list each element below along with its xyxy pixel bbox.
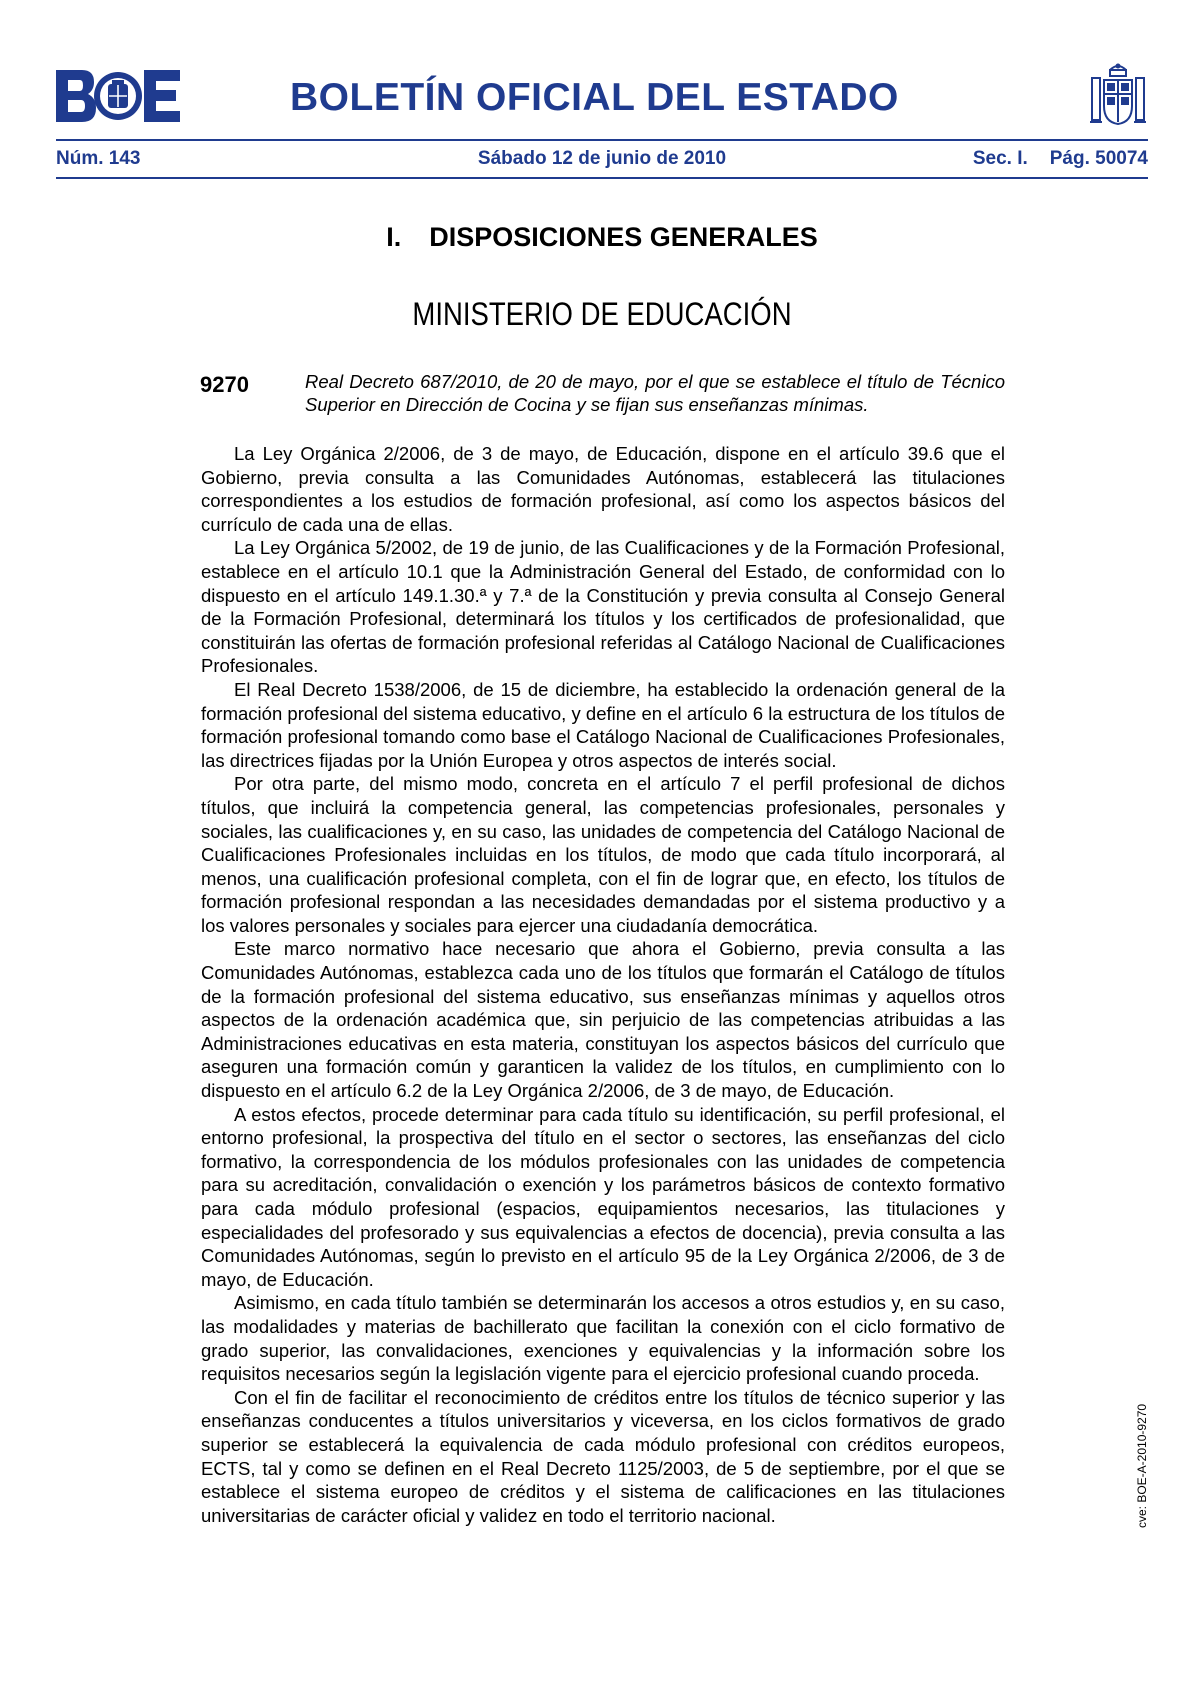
paragraph: A estos efectos, procede determinar para cada título su identificación, su perfil profesional, el entorno profesional, la prospectiva del título en el sector o sectores, las enseñanzas del ciclo formativo, la correspondencia de los módulos profesionales con las unidades de competencia para su acreditación, convalidación o exención y los parámetros básicos de contexto formativo para cada módulo profesional (espacios, equipamientos necesarios, las titulaciones y especialidades del profesorado y sus equivalencias a efectos de docencia), previa consulta a las Comunidades Autónomas, según lo previsto en el artículo 95 de la Ley Orgánica 2/2006, de 3 de mayo, de Educación.	[201, 1103, 1005, 1290]
issue-number: Núm. 143	[56, 148, 141, 169]
section-title: DISPOSICIONES GENERALES	[429, 222, 818, 252]
header-rule-top	[56, 139, 1148, 141]
paragraph: Asimismo, en cada título también se determinarán los accesos a otros estudios y, en su caso, las modalidades y materias de bachillerato que facilitan la conexión con el ciclo formativo de grado superior, las convalidaciones, exenciones y equivalencias y la información sobre los requisitos necesarios según la legislación vigente para el ejercicio profesional cuando proceda.	[201, 1292, 1005, 1385]
boe-logo-icon	[56, 70, 180, 122]
section-heading	[0, 222, 1200, 253]
section-numeral: I.	[386, 222, 402, 252]
paragraph: El Real Decreto 1538/2006, de 15 de diciembre, ha establecido la ordenación general de la formación profesional del sistema educativo, y define en el artículo 6 la estructura de los títulos de formación profesional tomando como base el Catálogo Nacional de Cualificaciones Profesionales, las directrices fijadas por la Unión Europea y otros aspectos de interés social.	[201, 678, 1005, 771]
paragraph: La Ley Orgánica 5/2002, de 19 de junio, de las Cualificaciones y de la Formación Profesional, establece en el artículo 10.1 que la Administración General del Estado, de conformidad con lo dispuesto en el artículo 149.1.30.ª y 7.ª de la Constitución y previa consulta al Consejo General de la Formación Profesional, determinará los títulos y los certificados de profesionalidad, que constituirán las ofertas de formación profesional referidas al Catálogo Nacional de Cualificaciones Profesionales.	[201, 537, 1005, 677]
paragraph: Por otra parte, del mismo modo, concreta en el artículo 7 el perfil profesional de dichos títulos, que incluirá la competencia general, las competencias profesionales, personales y sociales, las cualificaciones y, en su caso, las unidades de competencia del Catálogo Nacional de Cualificaciones Profesionales incluidas en los títulos, de modo que cada título incorporará, al menos, una cualificación profesional completa, con el fin de lograr que, en efecto, los títulos de formación profesional respondan a las necesidades demandadas por el sistema productivo y a los valores personales y sociales para ejercer una ciudadanía democrática.	[201, 773, 1005, 936]
paragraph: La Ley Orgánica 2/2006, de 3 de mayo, de Educación, dispone en el artículo 39.6 que el Gobierno, previa consulta a las Comunidades Autónomas, establecerá las titulaciones correspondientes a los estudios de formación profesional, así como los aspectos básicos del currículo de cada una de ellas.	[201, 443, 1005, 535]
section-label: Sec. I.	[972, 148, 1028, 169]
masthead-title: BOLETÍN OFICIAL DEL ESTADO	[290, 76, 899, 119]
coat-of-arms-icon	[1086, 62, 1150, 130]
section-page	[973, 148, 1148, 170]
cve-code: cve: BOE-A-2010-9270	[1135, 1403, 1149, 1528]
document-body	[201, 442, 1005, 1527]
issue-date: Sábado 12 de junio de 2010	[477, 148, 727, 169]
header-rule-bottom	[56, 177, 1148, 179]
disposition-number: 9270	[200, 372, 249, 397]
disposition-title: Real Decreto 687/2010, de 20 de mayo, por el que se establece el título de Técnico Superior en Dirección de Cocina y se fijan sus enseñanzas mínimas.	[305, 371, 1005, 415]
page-number: Pág. 50074	[1049, 148, 1148, 169]
ministry-heading: MINISTERIO DE EDUCACIÓN	[412, 296, 792, 332]
paragraph: Con el fin de facilitar el reconocimiento de créditos entre los títulos de técnico superior y las enseñanzas conducentes a títulos universitarios y viceversa, en los ciclos formativos de grado superior se establecerá la equivalencia de cada módulo profesional con créditos europeos, ECTS, tal y como se definen en el Real Decreto 1125/2003, de 5 de septiembre, por el que se establece el sistema europeo de créditos y el sistema de calificaciones en las titulaciones universitarias de carácter oficial y validez en todo el territorio nacional.	[201, 1386, 1005, 1526]
paragraph: Este marco normativo hace necesario que ahora el Gobierno, previa consulta a las Comunidades Autónomas, establezca cada uno de los títulos que formarán el Catálogo de títulos de la formación profesional del sistema educativo, sus enseñanzas mínimas y aquellos otros aspectos de la ordenación académica que, sin perjuicio de las competencias atribuidas a las Administraciones educativas en esta materia, constituyan los aspectos básicos del currículo que aseguren una formación común y garanticen la validez de los títulos, en cumplimiento con lo dispuesto en el artículo 6.2 de la Ley Orgánica 2/2006, de 3 de mayo, de Educación.	[201, 938, 1005, 1102]
